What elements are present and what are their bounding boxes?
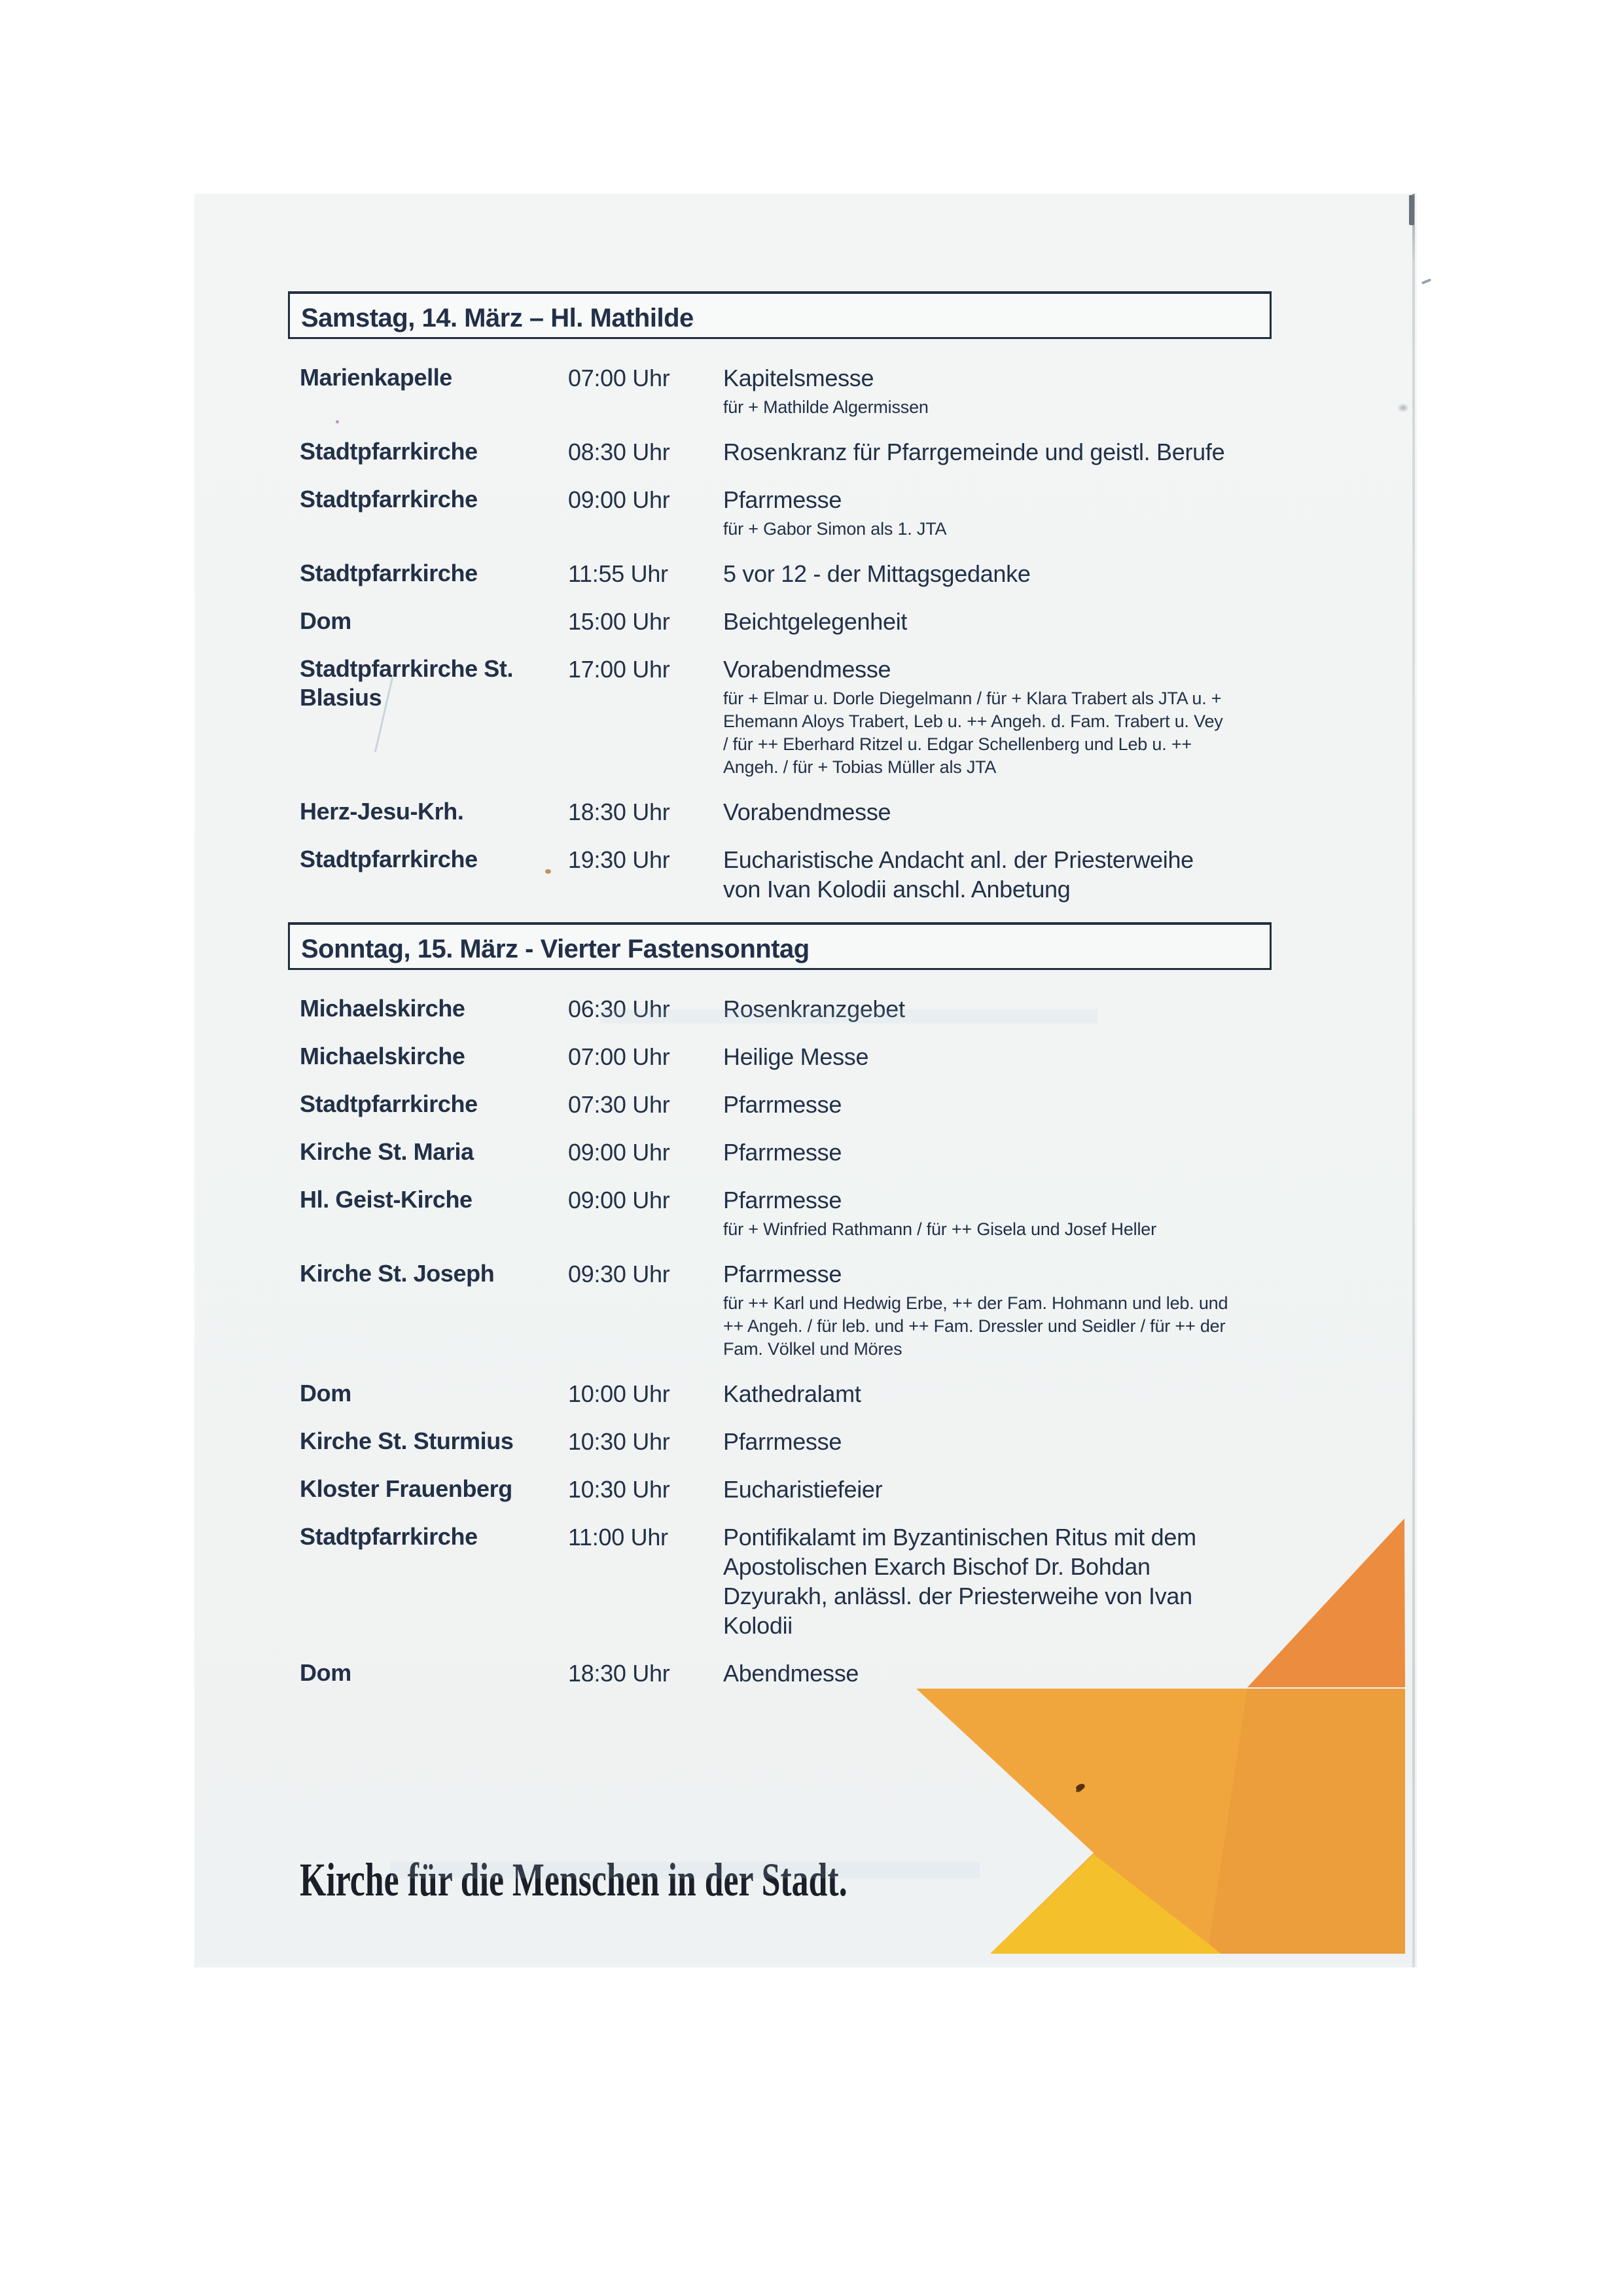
schedule-row xyxy=(300,1259,1347,1361)
schedule-row xyxy=(300,1427,1347,1456)
schedule-row xyxy=(300,363,1347,419)
description-line: Vorabendmesse xyxy=(723,656,891,683)
row-time: 09:30 Uhr xyxy=(568,1261,670,1287)
intention-line: ++ Angeh. / für leb. und ++ Fam. Dressler und Seidler / für ++ der xyxy=(723,1316,1226,1336)
intention-line: für + Elmar u. Dorle Diegelmann / für + Klara Trabert als JTA u. + xyxy=(723,689,1222,708)
description-line: Kathedralamt xyxy=(723,1380,861,1407)
row-time: 09:00 Uhr xyxy=(568,486,670,513)
schedule-row xyxy=(300,845,1347,904)
page-edge-shadow xyxy=(1412,194,1415,1967)
description-line: Beichtgelegenheit xyxy=(723,608,908,635)
row-location xyxy=(300,655,568,779)
description-line: Pfarrmesse xyxy=(723,1261,842,1287)
location-line: Blasius xyxy=(300,684,382,711)
location-line: Stadtpfarrkirche xyxy=(300,1090,478,1117)
intention-line: für + Gabor Simon als 1. JTA xyxy=(723,519,947,539)
tan-speck-artifact xyxy=(545,869,551,874)
row-desc-column xyxy=(723,1427,1347,1456)
schedule-section xyxy=(288,291,1361,904)
row-desc-column xyxy=(723,1090,1347,1119)
location-line: Dom xyxy=(300,1380,351,1407)
row-desc-column xyxy=(723,559,1347,588)
location-line: Marienkapelle xyxy=(300,364,452,391)
row-desc-column xyxy=(723,1475,1347,1504)
row-time: 09:00 Uhr xyxy=(568,1187,670,1213)
location-line: Stadtpfarrkirche St. xyxy=(300,655,514,682)
location-line: Hl. Geist-Kirche xyxy=(300,1186,473,1213)
description-line: Eucharistiefeier xyxy=(723,1476,883,1503)
row-description xyxy=(723,655,1347,684)
row-time: 11:00 Uhr xyxy=(568,1524,668,1551)
row-description xyxy=(723,1379,1347,1408)
row-desc-column xyxy=(723,1259,1347,1361)
schedule-row xyxy=(300,559,1347,588)
intention-line: für ++ Karl und Hedwig Erbe, ++ der Fam. Hohmann und leb. und xyxy=(723,1293,1228,1313)
schedule-row xyxy=(300,1659,1347,1688)
intention-line: Fam. Völkel und Möres xyxy=(723,1339,902,1359)
schedule xyxy=(288,291,1361,1706)
section-rows xyxy=(300,363,1361,904)
description-line: Kapitelsmesse xyxy=(723,365,874,391)
location-line: Stadtpfarrkirche xyxy=(300,1523,478,1550)
intention-line: für + Winfried Rathmann / für ++ Gisela und Josef Heller xyxy=(723,1219,1156,1239)
row-location xyxy=(300,1522,568,1640)
schedule-row xyxy=(300,1042,1347,1071)
row-location xyxy=(300,1475,568,1504)
intention-line: / für ++ Eberhard Ritzel u. Edgar Schellenberg und Leb u. ++ xyxy=(723,734,1192,754)
row-description xyxy=(723,559,1347,588)
row-desc-column xyxy=(723,1379,1347,1408)
location-line: Stadtpfarrkirche xyxy=(300,846,478,872)
row-time: 07:30 Uhr xyxy=(568,1091,670,1118)
row-time: 09:00 Uhr xyxy=(568,1139,670,1166)
row-time: 18:30 Uhr xyxy=(568,798,670,825)
schedule-row xyxy=(300,655,1347,779)
row-location xyxy=(300,363,568,419)
row-desc-column xyxy=(723,1522,1347,1640)
description-line: Heilige Messe xyxy=(723,1043,869,1070)
location-line: Kirche St. Sturmius xyxy=(300,1427,514,1454)
row-location xyxy=(300,1379,568,1408)
row-location xyxy=(300,1090,568,1119)
schedule-section xyxy=(288,922,1361,1688)
schedule-row xyxy=(300,1138,1347,1167)
row-time: 15:00 Uhr xyxy=(568,608,670,635)
section-title: Samstag, 14. März – Hl. Mathilde xyxy=(301,304,694,332)
row-desc-column xyxy=(723,1138,1347,1167)
intention-line: Ehemann Aloys Trabert, Leb u. ++ Angeh. d. Fam. Trabert u. Vey xyxy=(723,711,1223,731)
row-description xyxy=(723,1259,1347,1289)
row-location xyxy=(300,607,568,636)
schedule-row xyxy=(300,1475,1347,1504)
row-desc-column xyxy=(723,607,1347,636)
description-line: Pfarrmesse xyxy=(723,1187,842,1213)
location-line: Dom xyxy=(300,607,351,634)
row-location xyxy=(300,845,568,904)
location-line: Michaelskirche xyxy=(300,1043,465,1069)
row-description xyxy=(723,1659,1347,1688)
row-time: 18:30 Uhr xyxy=(568,1660,670,1687)
row-description xyxy=(723,363,1347,393)
row-description xyxy=(723,797,1347,827)
corner-scan-mark xyxy=(1409,195,1414,225)
row-location xyxy=(300,797,568,827)
description-line: Pfarrmesse xyxy=(723,1139,842,1166)
row-description xyxy=(723,1522,1347,1640)
description-line: Abendmesse xyxy=(723,1660,859,1687)
row-description xyxy=(723,437,1347,467)
grey-smudge-artifact xyxy=(1397,403,1409,412)
row-time: 11:55 Uhr xyxy=(568,560,668,587)
description-line: Rosenkranzgebet xyxy=(723,996,905,1022)
description-line: Rosenkranz für Pfarrgemeinde und geistl. Berufe xyxy=(723,439,1225,465)
schedule-row xyxy=(300,1090,1347,1119)
row-location xyxy=(300,1185,568,1241)
description-line: von Ivan Kolodii anschl. Anbetung xyxy=(723,876,1071,903)
row-location xyxy=(300,1659,568,1688)
row-desc-column xyxy=(723,845,1347,904)
schedule-row xyxy=(300,607,1347,636)
row-description xyxy=(723,1042,1347,1071)
row-time: 08:30 Uhr xyxy=(568,439,670,465)
row-intentions xyxy=(723,1218,1347,1241)
row-desc-column xyxy=(723,363,1347,419)
description-line: 5 vor 12 - der Mittagsgedanke xyxy=(723,560,1031,587)
row-desc-column xyxy=(723,655,1347,779)
description-line: Pfarrmesse xyxy=(723,486,842,513)
slogan-text: Kirche für die Menschen in der Stadt. xyxy=(300,1854,847,1906)
section-header-box xyxy=(288,291,1272,339)
schedule-row xyxy=(300,1522,1347,1640)
description-line: Pfarrmesse xyxy=(723,1428,842,1455)
intention-line: für + Mathilde Algermissen xyxy=(723,397,929,417)
section-header-box xyxy=(288,922,1272,970)
margin-dash-artifact xyxy=(1421,278,1431,284)
row-location xyxy=(300,559,568,588)
schedule-row xyxy=(300,437,1347,467)
row-description xyxy=(723,485,1347,514)
row-desc-column xyxy=(723,797,1347,827)
row-intentions xyxy=(723,1292,1347,1361)
schedule-row xyxy=(300,485,1347,541)
row-desc-column xyxy=(723,1659,1347,1688)
row-location xyxy=(300,1138,568,1167)
row-location xyxy=(300,1259,568,1361)
location-line: Herz-Jesu-Krh. xyxy=(300,798,464,825)
row-location xyxy=(300,437,568,467)
location-line: Stadtpfarrkirche xyxy=(300,560,478,586)
row-description xyxy=(723,1185,1347,1215)
description-line: Pfarrmesse xyxy=(723,1091,842,1118)
location-line: Stadtpfarrkirche xyxy=(300,486,478,512)
description-line: Dzyurakh, anlässl. der Priesterweihe von Ivan xyxy=(723,1583,1192,1609)
row-time: 19:30 Uhr xyxy=(568,846,670,873)
row-time: 17:00 Uhr xyxy=(568,656,670,683)
row-location xyxy=(300,1042,568,1071)
row-desc-column xyxy=(723,485,1347,541)
intention-line: Angeh. / für + Tobias Müller als JTA xyxy=(723,757,997,777)
schedule-row xyxy=(300,797,1347,827)
row-description xyxy=(723,1475,1347,1504)
row-time: 10:30 Uhr xyxy=(568,1476,670,1503)
location-line: Kirche St. Maria xyxy=(300,1138,474,1165)
row-description xyxy=(723,1090,1347,1119)
row-time: 06:30 Uhr xyxy=(568,996,670,1022)
scanner-streak-artifact xyxy=(391,1861,980,1878)
schedule-row xyxy=(300,1185,1347,1241)
schedule-row xyxy=(300,1379,1347,1408)
description-line: Apostolischen Exarch Bischof Dr. Bohdan xyxy=(723,1553,1150,1580)
row-location xyxy=(300,1427,568,1456)
scan-area xyxy=(194,194,1417,1967)
row-desc-column xyxy=(723,1185,1347,1241)
description-line: Pontifikalamt im Byzantinischen Ritus mit dem xyxy=(723,1524,1196,1551)
location-line: Kloster Frauenberg xyxy=(300,1475,512,1502)
row-desc-column xyxy=(723,1042,1347,1071)
row-time: 07:00 Uhr xyxy=(568,1043,670,1070)
row-description xyxy=(723,1427,1347,1456)
row-description xyxy=(723,607,1347,636)
description-line: Vorabendmesse xyxy=(723,798,891,825)
row-description xyxy=(723,845,1347,904)
section-title: Sonntag, 15. März - Vierter Fastensonntag xyxy=(301,935,810,963)
location-line: Dom xyxy=(300,1659,351,1686)
section-rows xyxy=(300,994,1361,1688)
row-location xyxy=(300,485,568,541)
location-line: Michaelskirche xyxy=(300,995,465,1022)
description-line: Kolodii xyxy=(723,1612,793,1639)
magenta-dot-artifact xyxy=(336,420,339,423)
row-intentions xyxy=(723,518,1347,541)
row-desc-column xyxy=(723,437,1347,467)
row-time: 07:00 Uhr xyxy=(568,365,670,391)
row-intentions xyxy=(723,687,1347,779)
location-line: Kirche St. Joseph xyxy=(300,1260,495,1287)
row-location xyxy=(300,994,568,1024)
row-time: 10:30 Uhr xyxy=(568,1428,670,1455)
location-line: Stadtpfarrkirche xyxy=(300,438,478,465)
row-time: 10:00 Uhr xyxy=(568,1380,670,1407)
scanner-streak-artifact xyxy=(600,1009,1097,1024)
row-intentions xyxy=(723,396,1347,419)
row-description xyxy=(723,1138,1347,1167)
description-line: Eucharistische Andacht anl. der Priesterweihe xyxy=(723,846,1194,873)
